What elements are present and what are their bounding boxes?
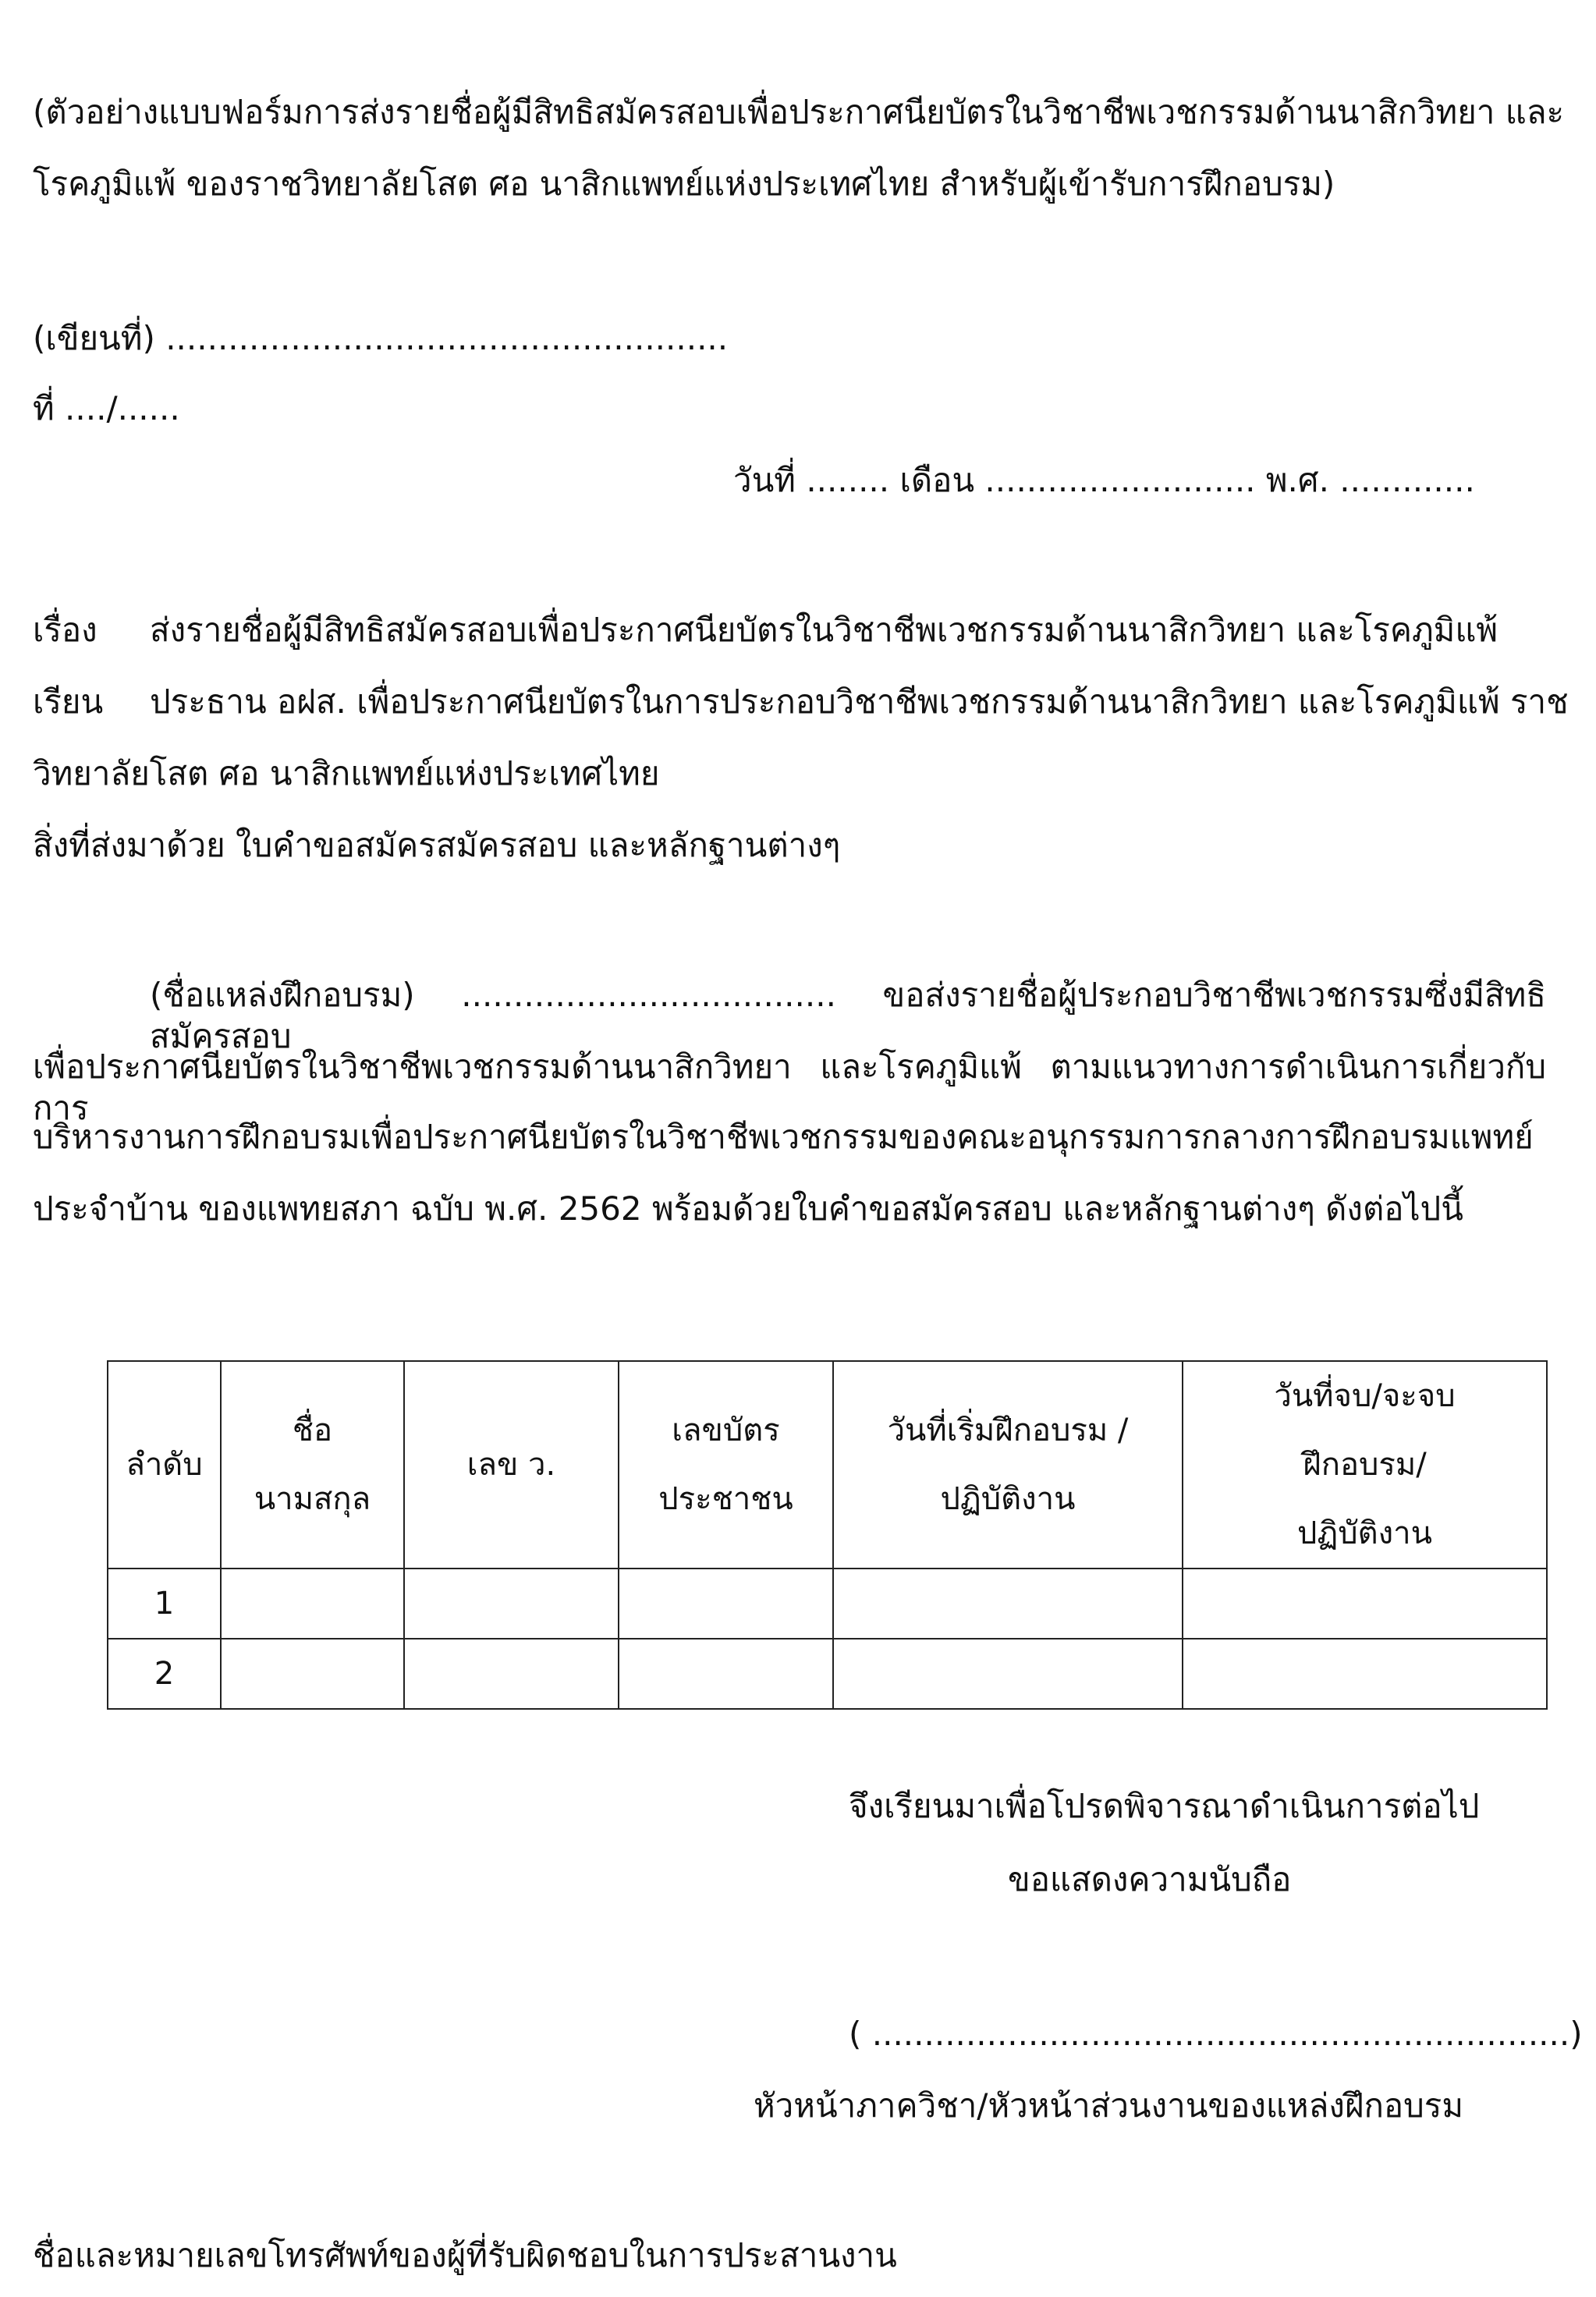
column-header-name xyxy=(221,1361,404,1569)
header-text: ชื่อ xyxy=(292,1413,333,1448)
start-date-cell xyxy=(833,1569,1183,1639)
recipient-text-line-2: วิทยาลัยโสต ศอ นาสิกแพทย์แห่งประเทศไทย xyxy=(33,754,660,792)
header-text: ปฏิบัติงาน xyxy=(1297,1515,1432,1551)
header-text: ประชาชน xyxy=(658,1481,793,1517)
end-date-cell xyxy=(1183,1569,1547,1639)
header-text: เลข ว. xyxy=(466,1447,556,1483)
column-header-order xyxy=(108,1361,221,1569)
subject-label: เรื่อง xyxy=(33,611,98,649)
date-line: วันที่ ........ เดือน .......................... พ.ศ. ............. xyxy=(733,461,1475,499)
national-id-cell xyxy=(619,1639,833,1709)
header-note-line-1: (ตัวอย่างแบบฟอร์มการส่งรายชื่อผู้มีสิทธิสมัครสอบเพื่อประกาศนียบัตรในวิชาชีพเวชกรรมด้านนาสิกวิทยา และ xyxy=(33,93,1565,131)
national-id-cell xyxy=(619,1569,833,1639)
enclosure-line: สิ่งที่ส่งมาด้วย ใบคำขอสมัครสมัครสอบ และหลักฐานต่างๆ xyxy=(33,826,841,864)
column-header-national-id xyxy=(619,1361,833,1569)
body-paragraph-line-1: (ชื่อแหล่งฝึกอบรม) .................................... ขอส่งรายชื่อผู้ประกอบวิชาชีพเวชกรรมซึ่งมีสิทธิสมัครสอบ xyxy=(150,976,1546,1055)
closing-line-1: จึงเรียนมาเพื่อโปรดพิจารณาดำเนินการต่อไป xyxy=(849,1787,1480,1825)
subject-text: ส่งรายชื่อผู้มีสิทธิสมัครสอบเพื่อประกาศนียบัตรในวิชาชีพเวชกรรมด้านนาสิกวิทยา และโรคภูมิแพ้ xyxy=(150,611,1498,649)
end-date-cell xyxy=(1183,1639,1547,1709)
license-number-cell xyxy=(404,1639,619,1709)
row-number: 1 xyxy=(108,1569,221,1639)
header-text: ลำดับ xyxy=(126,1447,203,1483)
table-row xyxy=(108,1569,1547,1639)
column-header-license-number xyxy=(404,1361,619,1569)
header-text: วันที่เริ่มฝึกอบรม / xyxy=(887,1413,1129,1448)
license-number-cell xyxy=(404,1569,619,1639)
header-text: ปฏิบัติงาน xyxy=(940,1481,1076,1517)
body-paragraph-line-3: บริหารงานการฝึกอบรมเพื่อประกาศนียบัตรในวิชาชีพเวชกรรมของคณะอนุกรรมการกลางการฝึกอบรมแพทย์ xyxy=(33,1118,1534,1156)
table-header-row xyxy=(108,1361,1547,1569)
candidate-table xyxy=(107,1360,1548,1710)
header-text: วันที่จบ/จะจบ xyxy=(1274,1378,1456,1414)
column-header-start-date xyxy=(833,1361,1183,1569)
row-number: 2 xyxy=(108,1639,221,1709)
contact-person-line: ชื่อและหมายเลขโทรศัพท์ของผู้ที่รับผิดชอบในการประสานงาน xyxy=(33,2236,897,2274)
signature-name-line: ( ...................................................................) xyxy=(849,2015,1583,2053)
write-at-field: (เขียนที่) ...................................................... xyxy=(33,319,729,357)
recipient-text-line-1: ประธาน อฝส. เพื่อประกาศนียบัตรในการประกอบวิชาชีพเวชกรรมด้านนาสิกวิทยา และโรคภูมิแพ้ ราช xyxy=(150,682,1569,721)
recipient-label: เรียน xyxy=(33,682,104,721)
table-row xyxy=(108,1639,1547,1709)
body-paragraph-line-2: เพื่อประกาศนียบัตรในวิชาชีพเวชกรรมด้านนาสิกวิทยา และโรคภูมิแพ้ ตามแนวทางการดำเนินการเกี่ยวกับการ xyxy=(33,1047,1546,1127)
closing-line-2: ขอแสดงความนับถือ xyxy=(1008,1860,1292,1898)
signature-position: หัวหน้าภาควิชา/หัวหน้าส่วนงานของแหล่งฝึกอบรม xyxy=(754,2086,1464,2125)
header-text: ฝึกอบรม/ xyxy=(1303,1447,1427,1483)
header-text: นามสกุล xyxy=(254,1481,371,1517)
name-cell xyxy=(221,1639,404,1709)
start-date-cell xyxy=(833,1639,1183,1709)
column-header-end-date xyxy=(1183,1361,1547,1569)
header-note-line-2: โรคภูมิแพ้ ของราชวิทยาลัยโสต ศอ นาสิกแพทย์แห่งประเทศไทย สำหรับผู้เข้ารับการฝึกอบรม) xyxy=(33,165,1335,203)
body-paragraph-line-4: ประจำบ้าน ของแพทยสภา ฉบับ พ.ศ. 2562 พร้อมด้วยใบคำขอสมัครสอบ และหลักฐานต่างๆ ดังต่อไปนี้ xyxy=(33,1189,1463,1228)
name-cell xyxy=(221,1569,404,1639)
header-text: เลขบัตร xyxy=(672,1413,780,1448)
document-number-field: ที่ ..../...... xyxy=(33,389,180,427)
